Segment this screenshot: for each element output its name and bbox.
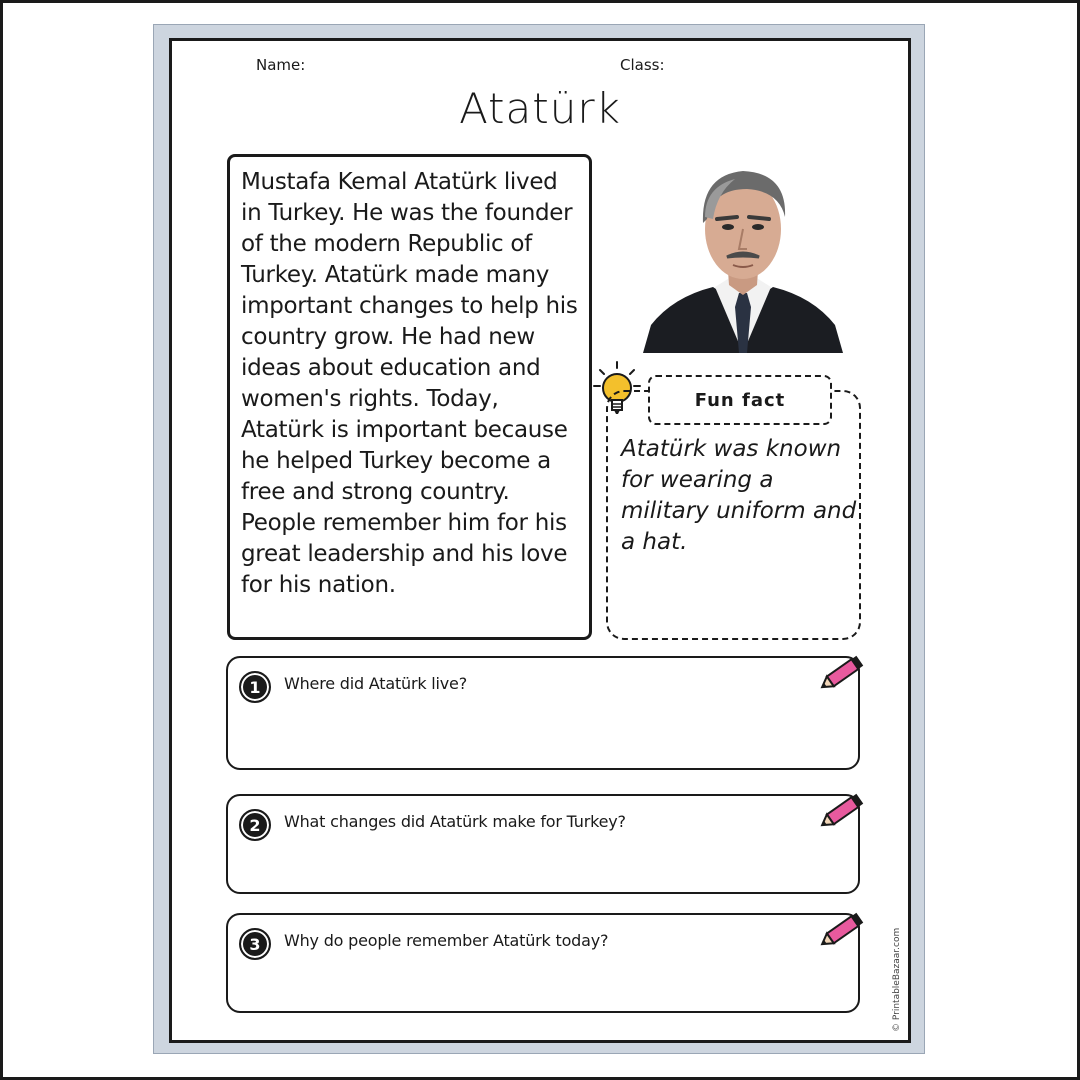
- question-number-badge: 3: [239, 928, 271, 960]
- question-number-badge: 2: [239, 809, 271, 841]
- fun-fact-heading: Fun fact: [648, 375, 832, 425]
- reading-passage-text: Mustafa Kemal Atatürk lived in Turkey. He was the founder of the modern Republic of Turkey. Atatürk made many important changes to help his country grow. He had new ideas about education and women's rights. Today, Atatürk is important because he helped Turkey become a free and strong country. People remember him for his great leadership and his love for his nation.: [241, 169, 578, 598]
- copyright-text: © PrintableBazaar.com: [892, 927, 902, 1032]
- question-text: Where did Atatürk live?: [284, 674, 467, 693]
- name-label: Name:: [256, 56, 306, 74]
- question-text: Why do people remember Atatürk today?: [284, 931, 609, 950]
- class-label: Class:: [620, 56, 665, 74]
- pencil-icon: [818, 650, 870, 696]
- question-number-badge: 1: [239, 671, 271, 703]
- question-box-3[interactable]: [226, 913, 860, 1013]
- page-title: Atatürk: [459, 84, 621, 133]
- portrait-illustration: [643, 157, 843, 353]
- question-text: What changes did Atatürk make for Turkey?: [284, 812, 626, 831]
- reading-passage-box: [227, 154, 592, 640]
- pencil-icon: [818, 788, 870, 834]
- question-box-1[interactable]: [226, 656, 860, 770]
- fun-fact-text: Atatürk was known for wearing a military uniform and a hat.: [621, 436, 857, 555]
- pencil-icon: [818, 907, 870, 953]
- question-box-2[interactable]: [226, 794, 860, 894]
